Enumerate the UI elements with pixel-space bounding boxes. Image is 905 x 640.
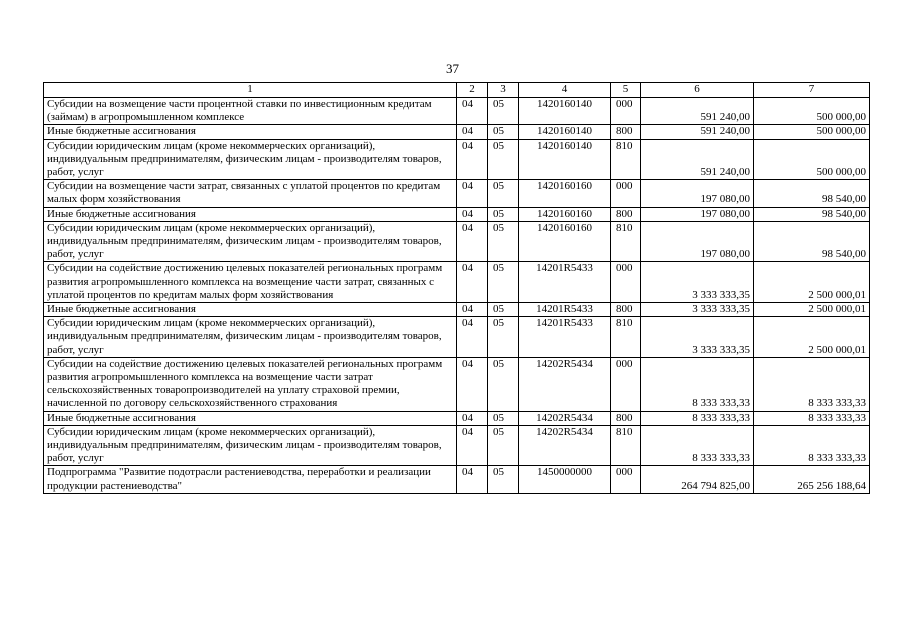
row-target-article: 1420160140 xyxy=(519,98,611,125)
row-expense-type: 800 xyxy=(611,411,641,425)
table-row xyxy=(44,466,870,493)
table-row xyxy=(44,317,870,358)
header-cell-3: 3 xyxy=(488,83,519,98)
row-subsection: 05 xyxy=(488,317,519,358)
row-expense-type: 000 xyxy=(611,262,641,303)
row-sum-col7: 2 500 000,01 xyxy=(754,262,870,303)
row-expense-type: 810 xyxy=(611,221,641,262)
row-subsection: 05 xyxy=(488,221,519,262)
row-subsection: 05 xyxy=(488,425,519,466)
row-target-article: 1450000000 xyxy=(519,466,611,493)
header-row xyxy=(44,83,870,98)
row-target-article: 1420160140 xyxy=(519,125,611,139)
row-sum-col7: 500 000,00 xyxy=(754,139,870,180)
row-sum-col7: 98 540,00 xyxy=(754,221,870,262)
header-cell-2: 2 xyxy=(457,83,488,98)
row-sum-col6: 8 333 333,33 xyxy=(641,357,754,411)
row-target-article: 1420160160 xyxy=(519,207,611,221)
row-expense-type: 810 xyxy=(611,425,641,466)
row-sum-col6: 8 333 333,33 xyxy=(641,411,754,425)
row-expense-type: 000 xyxy=(611,357,641,411)
row-sum-col6: 264 794 825,00 xyxy=(641,466,754,493)
row-section: 04 xyxy=(457,262,488,303)
row-sum-col6: 8 333 333,33 xyxy=(641,425,754,466)
row-target-article: 1420160140 xyxy=(519,139,611,180)
header-cell-6: 6 xyxy=(641,83,754,98)
row-section: 04 xyxy=(457,466,488,493)
row-sum-col6: 591 240,00 xyxy=(641,139,754,180)
row-section: 04 xyxy=(457,357,488,411)
row-section: 04 xyxy=(457,221,488,262)
row-subsection: 05 xyxy=(488,125,519,139)
row-section: 04 xyxy=(457,425,488,466)
row-name: Субсидии юридическим лицам (кроме некоммерческих организаций), индивидуальным предпринимателям, физическим лицам - производителям товаров, работ, услуг xyxy=(44,221,457,262)
row-sum-col6: 197 080,00 xyxy=(641,207,754,221)
row-expense-type: 810 xyxy=(611,317,641,358)
row-section: 04 xyxy=(457,180,488,207)
table-row xyxy=(44,357,870,411)
row-name: Субсидии юридическим лицам (кроме некоммерческих организаций), индивидуальным предпринимателям, физическим лицам - производителям товаров, работ, услуг xyxy=(44,425,457,466)
row-name: Иные бюджетные ассигнования xyxy=(44,411,457,425)
row-sum-col6: 197 080,00 xyxy=(641,221,754,262)
row-expense-type: 000 xyxy=(611,180,641,207)
row-target-article: 14202R5434 xyxy=(519,357,611,411)
row-sum-col7: 500 000,00 xyxy=(754,125,870,139)
row-sum-col7: 98 540,00 xyxy=(754,180,870,207)
row-target-article: 14202R5434 xyxy=(519,411,611,425)
row-target-article: 1420160160 xyxy=(519,180,611,207)
row-sum-col6: 3 333 333,35 xyxy=(641,303,754,317)
row-subsection: 05 xyxy=(488,180,519,207)
row-target-article: 1420160160 xyxy=(519,221,611,262)
row-subsection: 05 xyxy=(488,98,519,125)
row-sum-col7: 265 256 188,64 xyxy=(754,466,870,493)
row-section: 04 xyxy=(457,317,488,358)
table-row xyxy=(44,425,870,466)
row-section: 04 xyxy=(457,125,488,139)
table-row xyxy=(44,262,870,303)
row-sum-col6: 197 080,00 xyxy=(641,180,754,207)
table-row xyxy=(44,125,870,139)
row-sum-col6: 3 333 333,35 xyxy=(641,317,754,358)
row-name: Субсидии на возмещение части процентной ставки по инвестиционным кредитам (займам) в агропромышленном комплексе xyxy=(44,98,457,125)
row-name: Иные бюджетные ассигнования xyxy=(44,207,457,221)
row-sum-col6: 591 240,00 xyxy=(641,98,754,125)
row-expense-type: 800 xyxy=(611,125,641,139)
row-sum-col6: 3 333 333,35 xyxy=(641,262,754,303)
row-expense-type: 800 xyxy=(611,303,641,317)
budget-table xyxy=(43,82,870,494)
row-subsection: 05 xyxy=(488,303,519,317)
row-target-article: 14201R5433 xyxy=(519,303,611,317)
row-expense-type: 000 xyxy=(611,466,641,493)
row-name: Иные бюджетные ассигнования xyxy=(44,125,457,139)
table-row xyxy=(44,411,870,425)
row-expense-type: 810 xyxy=(611,139,641,180)
row-section: 04 xyxy=(457,303,488,317)
row-name: Субсидии юридическим лицам (кроме некоммерческих организаций), индивидуальным предпринимателям, физическим лицам - производителям товаров, работ, услуг xyxy=(44,139,457,180)
row-subsection: 05 xyxy=(488,262,519,303)
row-name: Подпрограмма "Развитие подотрасли растениеводства, переработки и реализации продукции растениеводства" xyxy=(44,466,457,493)
row-name: Субсидии юридическим лицам (кроме некоммерческих организаций), индивидуальным предпринимателям, физическим лицам - производителям товаров, работ, услуг xyxy=(44,317,457,358)
table-row xyxy=(44,303,870,317)
row-section: 04 xyxy=(457,98,488,125)
table-row xyxy=(44,139,870,180)
row-sum-col7: 500 000,00 xyxy=(754,98,870,125)
row-expense-type: 000 xyxy=(611,98,641,125)
header-cell-4: 4 xyxy=(519,83,611,98)
row-name: Субсидии на возмещение части затрат, связанных с уплатой процентов по кредитам малых форм хозяйствования xyxy=(44,180,457,207)
table-row xyxy=(44,180,870,207)
page-number: 37 xyxy=(446,61,459,76)
row-target-article: 14202R5434 xyxy=(519,425,611,466)
row-expense-type: 800 xyxy=(611,207,641,221)
row-subsection: 05 xyxy=(488,357,519,411)
row-section: 04 xyxy=(457,139,488,180)
row-section: 04 xyxy=(457,207,488,221)
row-section: 04 xyxy=(457,411,488,425)
row-sum-col7: 98 540,00 xyxy=(754,207,870,221)
header-cell-1: 1 xyxy=(44,83,457,98)
row-target-article: 14201R5433 xyxy=(519,262,611,303)
row-subsection: 05 xyxy=(488,466,519,493)
row-sum-col7: 8 333 333,33 xyxy=(754,357,870,411)
row-subsection: 05 xyxy=(488,139,519,180)
header-cell-5: 5 xyxy=(611,83,641,98)
row-target-article: 14201R5433 xyxy=(519,317,611,358)
row-sum-col7: 8 333 333,33 xyxy=(754,425,870,466)
table-row xyxy=(44,207,870,221)
table-row xyxy=(44,98,870,125)
row-sum-col7: 8 333 333,33 xyxy=(754,411,870,425)
row-name: Иные бюджетные ассигнования xyxy=(44,303,457,317)
row-name: Субсидии на содействие достижению целевых показателей региональных программ развития агропромышленного комплекса на возмещение части затрат сельскохозяйственных товаропроизводителей на уплату страховой премии, начисленной по договору сельскохозяйственного страхования xyxy=(44,357,457,411)
row-sum-col7: 2 500 000,01 xyxy=(754,317,870,358)
row-sum-col7: 2 500 000,01 xyxy=(754,303,870,317)
row-subsection: 05 xyxy=(488,411,519,425)
header-cell-7: 7 xyxy=(754,83,870,98)
row-name: Субсидии на содействие достижению целевых показателей региональных программ развития агропромышленного комплекса на возмещение части затрат, связанных с уплатой процентов по кредитам малых форм хозяйствования xyxy=(44,262,457,303)
table-row xyxy=(44,221,870,262)
row-sum-col6: 591 240,00 xyxy=(641,125,754,139)
row-subsection: 05 xyxy=(488,207,519,221)
